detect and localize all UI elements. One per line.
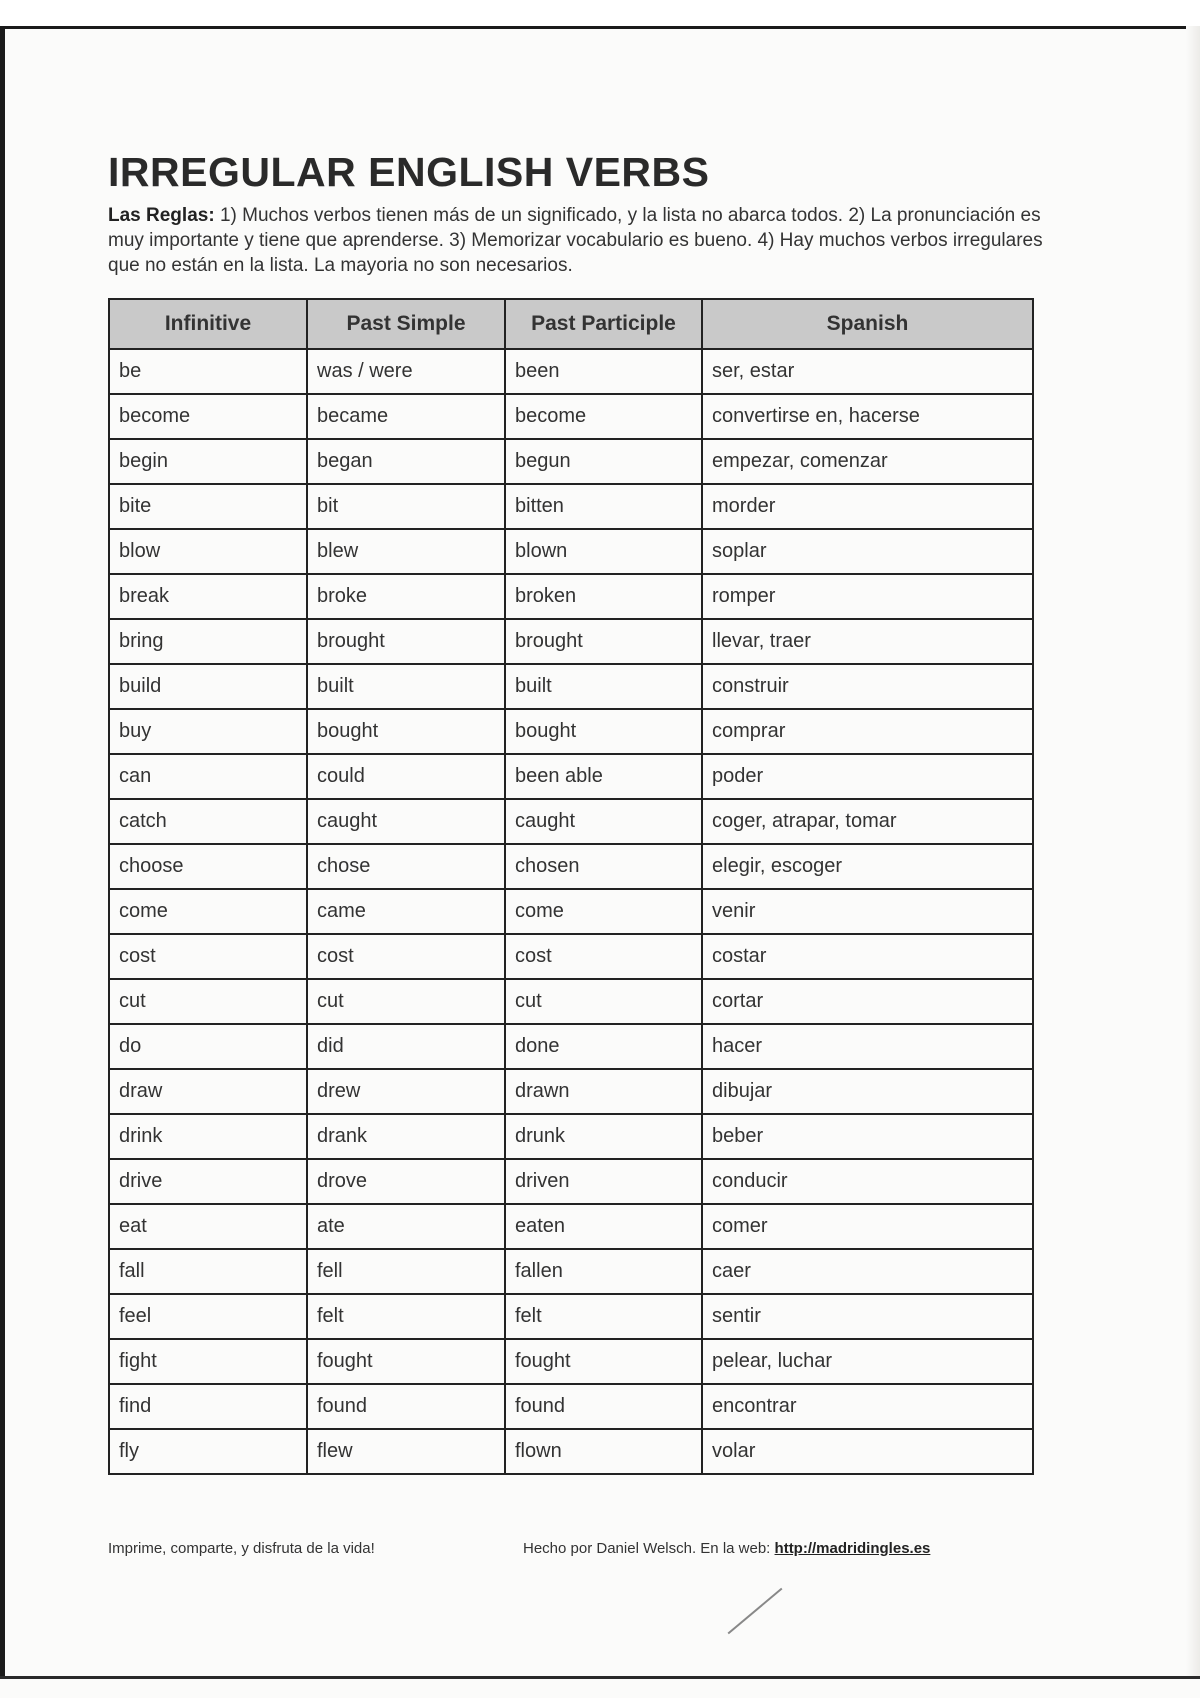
cell-infinitive: drive (109, 1159, 307, 1204)
cell-past-participle: been (505, 349, 702, 394)
table-row (109, 484, 1033, 529)
cell-spanish: dibujar (702, 1069, 1033, 1114)
cell-past-participle: eaten (505, 1204, 702, 1249)
table-header-row (109, 299, 1033, 349)
cell-past-participle: felt (505, 1294, 702, 1339)
cell-infinitive: cut (109, 979, 307, 1024)
scan-top-edge (0, 0, 1200, 29)
table-row (109, 349, 1033, 394)
cell-spanish: costar (702, 934, 1033, 979)
table-row (109, 439, 1033, 484)
table-row (109, 1294, 1033, 1339)
cell-past-participle: caught (505, 799, 702, 844)
cell-infinitive: bring (109, 619, 307, 664)
table-row (109, 1024, 1033, 1069)
cell-spanish: morder (702, 484, 1033, 529)
cell-past-participle: fought (505, 1339, 702, 1384)
cell-infinitive: do (109, 1024, 307, 1069)
cell-infinitive: break (109, 574, 307, 619)
cell-past-participle: flown (505, 1429, 702, 1474)
cell-past-simple: drove (307, 1159, 505, 1204)
cell-infinitive: catch (109, 799, 307, 844)
cell-infinitive: build (109, 664, 307, 709)
cell-past-participle: drawn (505, 1069, 702, 1114)
table-row (109, 799, 1033, 844)
cell-spanish: ser, estar (702, 349, 1033, 394)
cell-past-simple: blew (307, 529, 505, 574)
cell-infinitive: fly (109, 1429, 307, 1474)
scan-bottom-edge (0, 1676, 1200, 1679)
cell-past-simple: cost (307, 934, 505, 979)
cell-spanish: caer (702, 1249, 1033, 1294)
table-row (109, 574, 1033, 619)
table-row (109, 979, 1033, 1024)
scan-left-edge (0, 26, 5, 1676)
cell-past-simple: broke (307, 574, 505, 619)
cell-past-participle: blown (505, 529, 702, 574)
cell-infinitive: buy (109, 709, 307, 754)
worksheet (108, 150, 1058, 1475)
cell-past-simple: built (307, 664, 505, 709)
cell-infinitive: feel (109, 1294, 307, 1339)
cell-past-simple: came (307, 889, 505, 934)
cell-spanish: romper (702, 574, 1033, 619)
table-row (109, 529, 1033, 574)
cell-past-simple: began (307, 439, 505, 484)
scan-right-shadow (1186, 26, 1200, 1676)
header-past-participle: Past Participle (505, 299, 702, 349)
header-spanish: Spanish (702, 299, 1033, 349)
cell-infinitive: eat (109, 1204, 307, 1249)
cell-spanish: volar (702, 1429, 1033, 1474)
cell-spanish: coger, atrapar, tomar (702, 799, 1033, 844)
cell-spanish: encontrar (702, 1384, 1033, 1429)
cell-past-simple: did (307, 1024, 505, 1069)
cell-infinitive: bite (109, 484, 307, 529)
table-row (109, 709, 1033, 754)
header-past-simple: Past Simple (307, 299, 505, 349)
cell-spanish: llevar, traer (702, 619, 1033, 664)
cell-spanish: soplar (702, 529, 1033, 574)
cell-spanish: sentir (702, 1294, 1033, 1339)
rules-text: 1) Muchos verbos tienen más de un significado, y la lista no abarca todos. 2) La pronunciación es muy importante y tiene que aprenderse. 3) Memorizar vocabulario es bueno. 4) Hay muchos verbos irregulares que no están en la lista. La mayoria no son necesarios. (108, 205, 1043, 277)
cell-past-participle: come (505, 889, 702, 934)
cell-past-simple: cut (307, 979, 505, 1024)
cell-spanish: empezar, comenzar (702, 439, 1033, 484)
table-row (109, 889, 1033, 934)
table-row (109, 1384, 1033, 1429)
table-row (109, 1159, 1033, 1204)
table-row (109, 1429, 1033, 1474)
cell-infinitive: choose (109, 844, 307, 889)
cell-spanish: poder (702, 754, 1033, 799)
rules-label: Las Reglas: (108, 205, 215, 227)
cell-past-simple: felt (307, 1294, 505, 1339)
cell-spanish: venir (702, 889, 1033, 934)
cell-spanish: elegir, escoger (702, 844, 1033, 889)
cell-past-participle: bitten (505, 484, 702, 529)
table-row (109, 619, 1033, 664)
cell-infinitive: be (109, 349, 307, 394)
table-row (109, 394, 1033, 439)
cell-past-participle: cost (505, 934, 702, 979)
cell-spanish: convertirse en, hacerse (702, 394, 1033, 439)
cell-past-simple: bit (307, 484, 505, 529)
cell-infinitive: come (109, 889, 307, 934)
verbs-table (108, 298, 1034, 1475)
cell-past-simple: caught (307, 799, 505, 844)
cell-past-participle: brought (505, 619, 702, 664)
cell-past-simple: was / were (307, 349, 505, 394)
cell-past-participle: driven (505, 1159, 702, 1204)
table-row (109, 1069, 1033, 1114)
cell-past-simple: drew (307, 1069, 505, 1114)
table-row (109, 1339, 1033, 1384)
cell-infinitive: become (109, 394, 307, 439)
cell-past-participle: fallen (505, 1249, 702, 1294)
footer-credit (523, 1540, 930, 1557)
cell-infinitive: fall (109, 1249, 307, 1294)
cell-infinitive: find (109, 1384, 307, 1429)
table-row (109, 1249, 1033, 1294)
footer-credit-text: Hecho por Daniel Welsch. En la web: (523, 1540, 771, 1557)
cell-past-simple: found (307, 1384, 505, 1429)
cell-infinitive: blow (109, 529, 307, 574)
pen-mark (728, 1588, 783, 1635)
page-title: IRREGULAR ENGLISH VERBS (108, 149, 710, 195)
rules-paragraph (108, 203, 1058, 278)
header-infinitive: Infinitive (109, 299, 307, 349)
cell-past-simple: fell (307, 1249, 505, 1294)
cell-infinitive: draw (109, 1069, 307, 1114)
cell-past-simple: ate (307, 1204, 505, 1249)
cell-past-simple: drank (307, 1114, 505, 1159)
cell-spanish: beber (702, 1114, 1033, 1159)
cell-past-participle: chosen (505, 844, 702, 889)
cell-spanish: comprar (702, 709, 1033, 754)
cell-past-participle: built (505, 664, 702, 709)
cell-past-participle: begun (505, 439, 702, 484)
cell-spanish: conducir (702, 1159, 1033, 1204)
cell-past-simple: could (307, 754, 505, 799)
cell-past-participle: drunk (505, 1114, 702, 1159)
table-row (109, 844, 1033, 889)
cell-past-participle: bought (505, 709, 702, 754)
cell-spanish: pelear, luchar (702, 1339, 1033, 1384)
table-row (109, 934, 1033, 979)
cell-infinitive: drink (109, 1114, 307, 1159)
cell-past-simple: flew (307, 1429, 505, 1474)
cell-past-participle: been able (505, 754, 702, 799)
table-row (109, 754, 1033, 799)
cell-infinitive: can (109, 754, 307, 799)
cell-spanish: comer (702, 1204, 1033, 1249)
footer-website-link[interactable]: http://madridingles.es (774, 1540, 931, 1557)
table-row (109, 1114, 1033, 1159)
footer-slogan: Imprime, comparte, y disfruta de la vida! (108, 1540, 375, 1557)
cell-infinitive: fight (109, 1339, 307, 1384)
cell-spanish: cortar (702, 979, 1033, 1024)
cell-past-simple: brought (307, 619, 505, 664)
cell-past-simple: fought (307, 1339, 505, 1384)
cell-past-simple: chose (307, 844, 505, 889)
cell-past-participle: done (505, 1024, 702, 1069)
cell-past-participle: found (505, 1384, 702, 1429)
cell-infinitive: begin (109, 439, 307, 484)
cell-past-simple: became (307, 394, 505, 439)
cell-past-simple: bought (307, 709, 505, 754)
cell-past-participle: broken (505, 574, 702, 619)
table-body (109, 349, 1033, 1474)
cell-spanish: construir (702, 664, 1033, 709)
cell-spanish: hacer (702, 1024, 1033, 1069)
cell-past-participle: cut (505, 979, 702, 1024)
cell-infinitive: cost (109, 934, 307, 979)
table-row (109, 664, 1033, 709)
cell-past-participle: become (505, 394, 702, 439)
table-row (109, 1204, 1033, 1249)
